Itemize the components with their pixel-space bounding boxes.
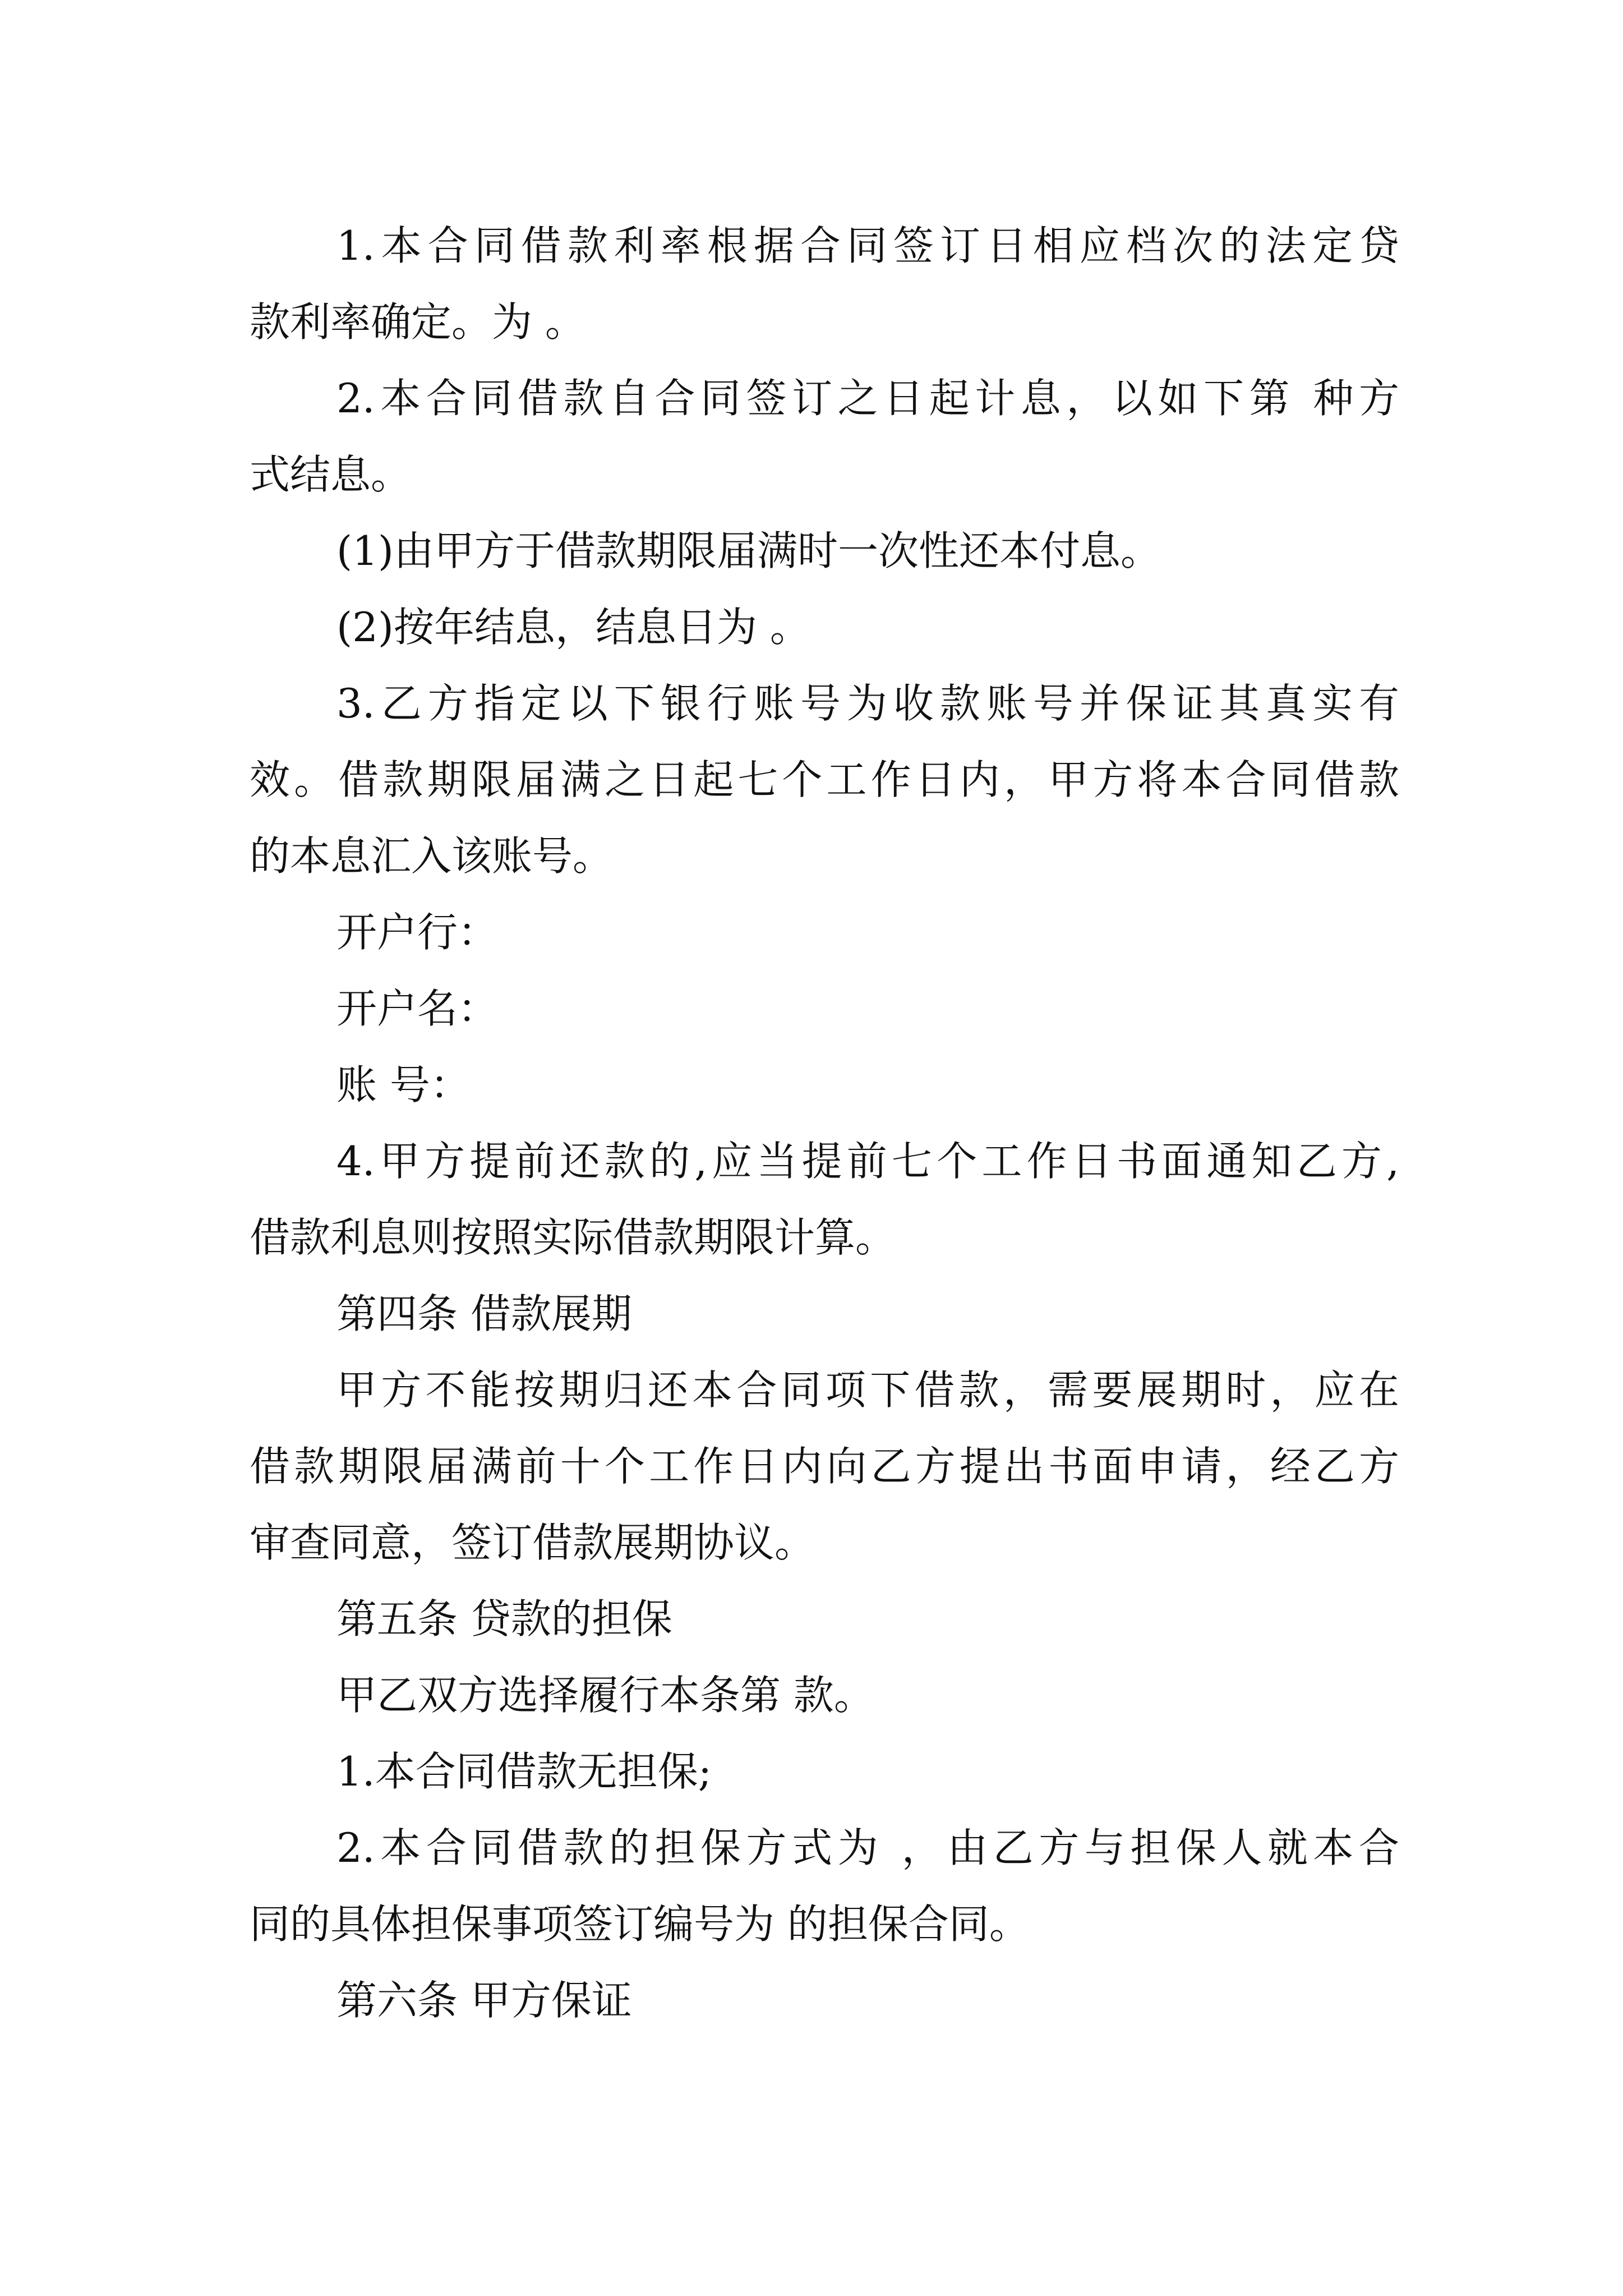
paragraph-line: 的本息汇入该账号。: [250, 832, 614, 880]
paragraph-line: 1.本合同借款利率根据合同签订日相应档次的法定贷: [336, 222, 1399, 269]
paragraph-line: 1.本合同借款无担保;: [336, 1748, 712, 1795]
article-heading: 第五条 贷款的担保: [336, 1595, 672, 1642]
article-heading: 第六条 甲方保证: [336, 1977, 632, 2024]
paragraph-line: 款利率确定。为 。: [250, 298, 585, 346]
paragraph-line: 同的具体担保事项签订编号为 的担保合同。: [250, 1901, 1030, 1948]
article-heading: 第四条 借款展期: [336, 1290, 632, 1337]
paragraph-line: (2)按年结息，结息日为 。: [336, 604, 810, 651]
paragraph-line: 式结息。: [250, 451, 412, 498]
paragraph-line: 2.本合同借款自合同签订之日起计息，以如下第 种方: [336, 375, 1399, 422]
bank-name-label: 开户行：: [336, 909, 499, 956]
paragraph-line: 效。借款期限届满之日起七个工作日内，甲方将本合同借款: [250, 756, 1399, 803]
paragraph-line: (1)由甲方于借款期限届满时一次性还本付息。: [336, 527, 1161, 574]
account-name-label: 开户名：: [336, 985, 499, 1032]
account-number-label: 账 号：: [336, 1061, 471, 1108]
paragraph-line: 3.乙方指定以下银行账号为收款账号并保证其真实有: [336, 680, 1399, 727]
paragraph-line: 2.本合同借款的担保方式为 ，由乙方与担保人就本合: [336, 1824, 1399, 1871]
paragraph-line: 4.甲方提前还款的,应当提前七个工作日书面通知乙方,: [336, 1138, 1399, 1185]
paragraph-line: 甲乙双方选择履行本条第 款。: [336, 1672, 874, 1719]
paragraph-line: 审查同意，签订借款展期协议。: [250, 1519, 815, 1566]
paragraph-line: 借款利息则按照实际借款期限计算。: [250, 1214, 896, 1261]
paragraph-line: 甲方不能按期归还本合同项下借款，需要展期时，应在: [336, 1366, 1399, 1414]
paragraph-line: 借款期限届满前十个工作日内向乙方提出书面申请，经乙方: [250, 1443, 1399, 1490]
